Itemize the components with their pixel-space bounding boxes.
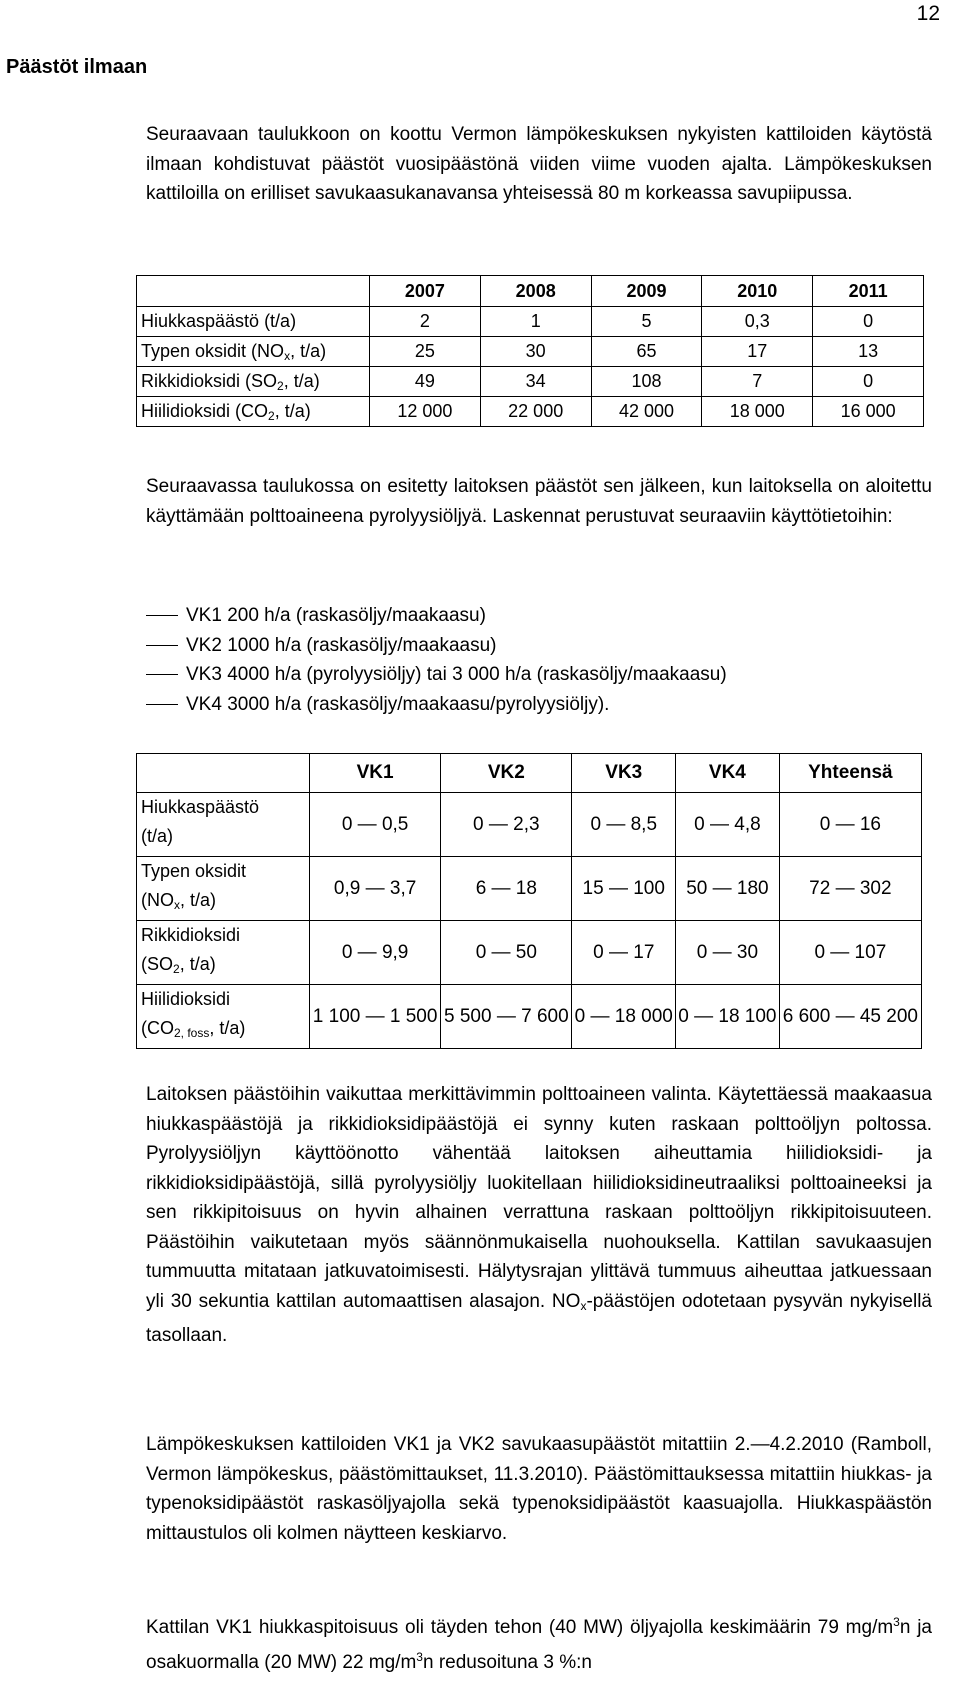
table-cell: 0 — 18 000 bbox=[572, 985, 676, 1049]
intro-paragraph: Seuraavaan taulukkoon on koottu Vermon lämpökeskuksen nykyisten kattiloiden käytöstä ilmaan kohdistuvat päästöt vuosipäästönä viiden viime vuoden ajalta. Lämpökeskuksen kattiloilla on erilliset savukaasukanavansa yhteisessä 80 m korkeassa savupiipussa. bbox=[146, 124, 932, 204]
dash-bullet-icon bbox=[146, 615, 178, 616]
table-header-row bbox=[137, 754, 922, 793]
table-cell: 108 bbox=[591, 367, 702, 397]
table-cell: 42 000 bbox=[591, 397, 702, 427]
table-cell: 13 bbox=[813, 337, 924, 367]
row-label: Typen oksidit ($NO_x$, t/a) bbox=[137, 857, 310, 921]
table-row bbox=[137, 921, 922, 985]
table-cell: 18 000 bbox=[702, 397, 813, 427]
table-cell: 49 bbox=[370, 367, 481, 397]
dash-bullet-icon bbox=[146, 645, 178, 646]
table-cell: 6 600 — 45 200 bbox=[779, 985, 921, 1049]
table-header-cell: VK3 bbox=[572, 754, 676, 793]
row-label: Hiukkaspäästö (t/a) bbox=[137, 793, 310, 857]
list-item: VK4 3000 h/a (raskasöljy/maakaasu/pyrolyysiöljy). bbox=[146, 690, 727, 720]
fifth-paragraph: Kattilan VK1 hiukkaspitoisuus oli täyden tehon (40 MW) öljyajolla keskimäärin 79 $mg/m^3n$ ja osakuormalla (20 MW) 22 $mg/m^3n$ redusoituna 3 %:n bbox=[146, 1615, 932, 1673]
table-cell: 0 — 16 bbox=[779, 793, 921, 857]
table-cell: 0 — 4,8 bbox=[676, 793, 780, 857]
table-cell: 50 — 180 bbox=[676, 857, 780, 921]
table-row bbox=[137, 397, 924, 427]
table-cell: 12 000 bbox=[370, 397, 481, 427]
row-label: Hiukkaspäästö (t/a) bbox=[137, 307, 370, 337]
table-cell: 5 500 — 7 600 bbox=[441, 985, 572, 1049]
table-cell: 17 bbox=[702, 337, 813, 367]
row-label: Rikkidioksidi ($SO_2$, t/a) bbox=[137, 921, 310, 985]
table-row bbox=[137, 367, 924, 397]
table-cell: 0,3 bbox=[702, 307, 813, 337]
table-cell: 34 bbox=[480, 367, 591, 397]
table-header-cell bbox=[137, 276, 370, 307]
table-cell: 65 bbox=[591, 337, 702, 367]
table-cell: 30 bbox=[480, 337, 591, 367]
list-item: VK3 4000 h/a (pyrolyysiöljy) tai 3 000 h/a (raskasöljy/maakaasu) bbox=[146, 660, 727, 690]
row-label: Typen oksidit ($NO_x$, t/a) bbox=[137, 337, 370, 367]
table-cell: 0,9 — 3,7 bbox=[310, 857, 441, 921]
table-row bbox=[137, 307, 924, 337]
table-header-row bbox=[137, 276, 924, 307]
table-cell: 1 bbox=[480, 307, 591, 337]
table-cell: 0 — 2,3 bbox=[441, 793, 572, 857]
table-header-cell: 2007 bbox=[370, 276, 481, 307]
table-header-cell: 2011 bbox=[813, 276, 924, 307]
table-cell: 0 — 107 bbox=[779, 921, 921, 985]
table-cell: 16 000 bbox=[813, 397, 924, 427]
table-cell: 15 — 100 bbox=[572, 857, 676, 921]
table-cell: 25 bbox=[370, 337, 481, 367]
fourth-paragraph: Lämpökeskuksen kattiloiden VK1 ja VK2 savukaasupäästöt mitattiin 2.—4.2.2010 (Ramboll, Vermon lämpökeskus, päästömittaukset, 11.3.2010). Päästömittauksessa mitattiin hiukkas- ja typenoksidipäästöt raskasöljyajolla sekä typenoksidipäästöt kaasuajolla. Hiukkaspäästön mittaustulos oli kolmen näytteen keskiarvo. bbox=[146, 1434, 932, 1544]
table-row bbox=[137, 857, 922, 921]
third-paragraph: Laitoksen päästöihin vaikuttaa merkittävimmin polttoaineen valinta. Käytettäessä maakaasua hiukkaspäästöjä ja rikkidioksidipäästöjä ei synny kuten raskaan polttoöljyn poltossa. Pyrolyysiöljyn käyttöönotto vähentää laitoksen aiheuttamia hiilidioksidi- ja rikkidioksidipäästöjä, sillä pyrolyysiöljy luokitellaan hiilidioksidineutraaliksi polttoaineeksi ja sen rikkipitoisuus on hyvin alhainen verrattuna raskaan polttoöljyn rikkipitoisuuteen. Päästöihin vaikutetaan myös säännönmukaisella nuohouksella. Kattilan savukaasujen tummuutta mitataan jatkuvatoimisesti. Hälytysrajan ylittävä tummuus aiheuttaa jatkuessaan yli 30 sekuntia kattilan automaattisen alasajon. NOx-päästöjen odotetaan pysyvän nykyisellä tasollaan. bbox=[146, 1084, 932, 1346]
table-cell: 0 — 8,5 bbox=[572, 793, 676, 857]
table-cell: 22 000 bbox=[480, 397, 591, 427]
table-header-cell: 2010 bbox=[702, 276, 813, 307]
table-cell: 0 bbox=[813, 367, 924, 397]
table-header-cell: Yhteensä bbox=[779, 754, 921, 793]
table-cell: 6 — 18 bbox=[441, 857, 572, 921]
dash-bullet-icon bbox=[146, 704, 178, 705]
table-cell: 5 bbox=[591, 307, 702, 337]
table-header-cell: VK4 bbox=[676, 754, 780, 793]
row-label: Hiilidioksidi ($CO_2$, t/a) bbox=[137, 397, 370, 427]
table-cell: 0 — 30 bbox=[676, 921, 780, 985]
table-header-cell: VK1 bbox=[310, 754, 441, 793]
operating-hours-list bbox=[146, 601, 727, 719]
row-label: Rikkidioksidi ($SO_2$, t/a) bbox=[137, 367, 370, 397]
table-row bbox=[137, 337, 924, 367]
annual-emissions-table bbox=[136, 275, 924, 427]
table-row bbox=[137, 793, 922, 857]
table-cell: 1 100 — 1 500 bbox=[310, 985, 441, 1049]
table-header-cell: 2009 bbox=[591, 276, 702, 307]
table-cell: 0 — 17 bbox=[572, 921, 676, 985]
list-item: VK2 1000 h/a (raskasöljy/maakaasu) bbox=[146, 631, 727, 661]
table-cell: 72 — 302 bbox=[779, 857, 921, 921]
table-row bbox=[137, 985, 922, 1049]
list-item: VK1 200 h/a (raskasöljy/maakaasu) bbox=[146, 601, 727, 631]
table-cell: 0 bbox=[813, 307, 924, 337]
table-cell: 0 — 0,5 bbox=[310, 793, 441, 857]
table-cell: 2 bbox=[370, 307, 481, 337]
table-header-cell bbox=[137, 754, 310, 793]
table-header-cell: VK2 bbox=[441, 754, 572, 793]
table-cell: 0 — 18 100 bbox=[676, 985, 780, 1049]
projected-emissions-table bbox=[136, 753, 922, 1049]
row-label: Hiilidioksidi ($CO_{2, foss}$, t/a) bbox=[137, 985, 310, 1049]
table-cell: 0 — 50 bbox=[441, 921, 572, 985]
dash-bullet-icon bbox=[146, 674, 178, 675]
second-paragraph: Seuraavassa taulukossa on esitetty laitoksen päästöt sen jälkeen, kun laitoksella on aloitettu käyttämään polttoaineena pyrolyysiöljyä. Laskennat perustuvat seuraaviin käyttötietoihin: bbox=[146, 476, 932, 527]
table-cell: 7 bbox=[702, 367, 813, 397]
table-cell: 0 — 9,9 bbox=[310, 921, 441, 985]
table-header-cell: 2008 bbox=[480, 276, 591, 307]
page-number: 12 bbox=[916, 2, 940, 25]
section-title: Päästöt ilmaan bbox=[6, 56, 148, 78]
